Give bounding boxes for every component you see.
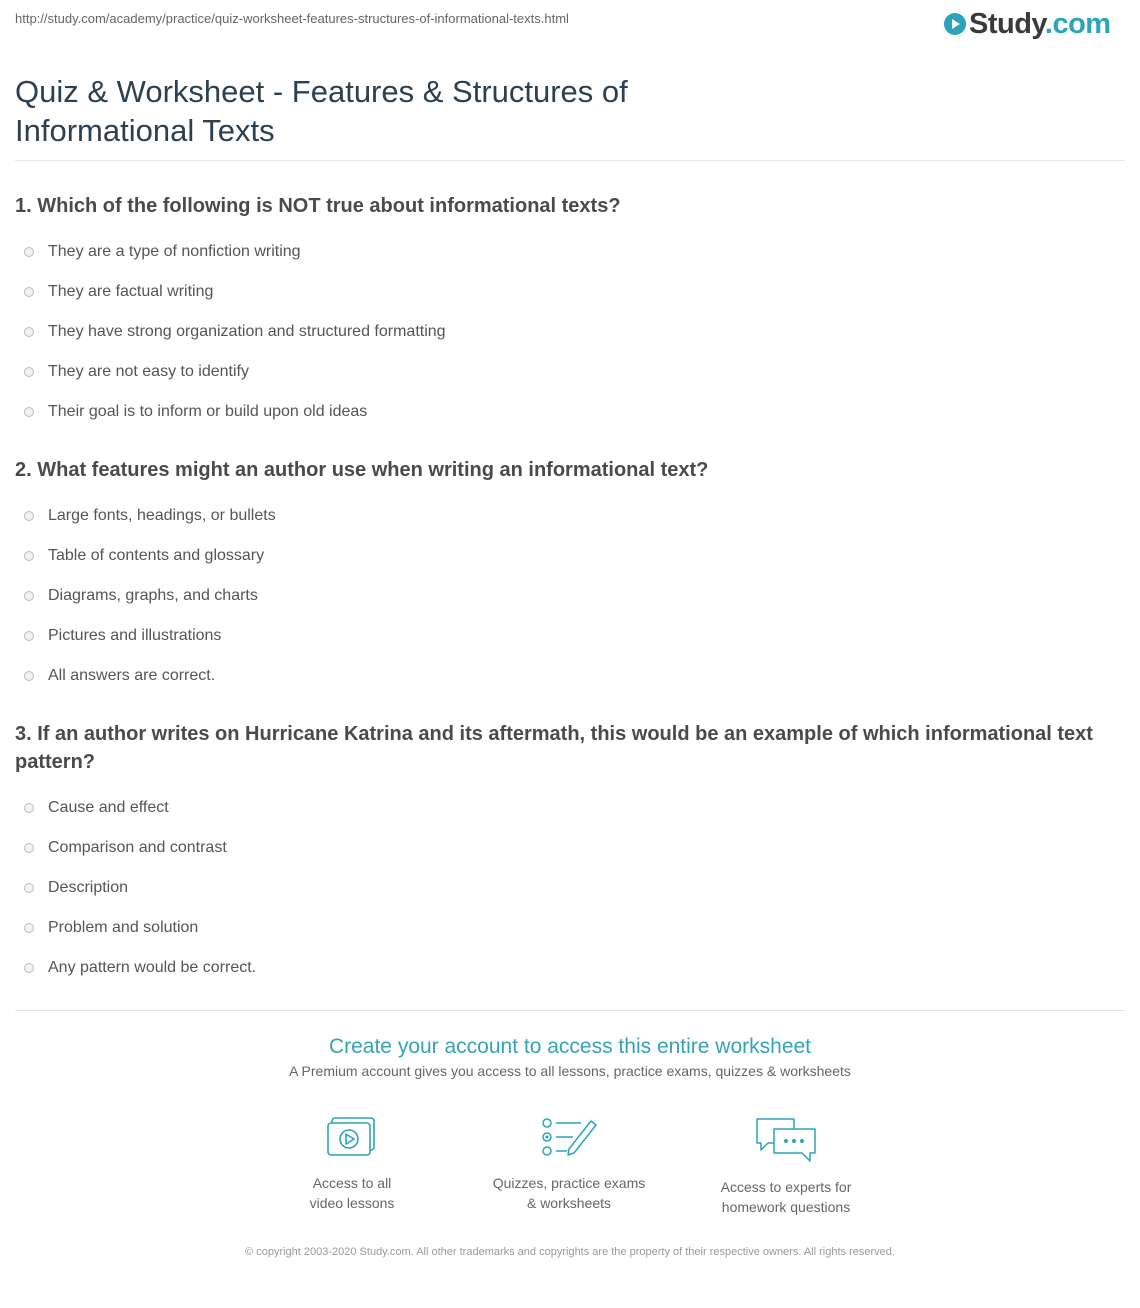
- question-text: 1. Which of the following is NOT true about informational texts?: [15, 195, 621, 217]
- radio-button[interactable]: [24, 287, 34, 297]
- video-lessons-icon: [325, 1115, 379, 1161]
- feature-video-lessons: [252, 1115, 452, 1213]
- feature-experts: [686, 1115, 886, 1217]
- cta-subtitle: A Premium account gives you access to all lessons, practice exams, quizzes & worksheets: [289, 1063, 851, 1079]
- answer-option[interactable]: [15, 868, 1115, 908]
- radio-button[interactable]: [24, 367, 34, 377]
- signup-cta: [0, 1033, 1140, 1079]
- answer-option[interactable]: [15, 232, 1115, 272]
- feature-label: Access to experts for homework questions: [720, 1179, 852, 1215]
- page-title: Quiz & Worksheet - Features & Structures of Informational Texts: [15, 74, 628, 148]
- study-logo[interactable]: [944, 8, 1111, 40]
- radio-button[interactable]: [24, 327, 34, 337]
- quiz-checklist-icon: [539, 1115, 599, 1161]
- feature-label: Quizzes, practice exams & worksheets: [492, 1175, 646, 1211]
- radio-button[interactable]: [24, 671, 34, 681]
- options-list: [15, 788, 1115, 988]
- radio-button[interactable]: [24, 407, 34, 417]
- answer-option[interactable]: [15, 496, 1115, 536]
- answer-option[interactable]: [15, 312, 1115, 352]
- divider: [15, 1010, 1125, 1011]
- question-1: [15, 192, 1115, 432]
- answer-option[interactable]: [15, 392, 1115, 432]
- copyright-footer: © copyright 2003-2020 Study.com. All other trademarks and copyrights are the property of their respective owners. All rights reserved.: [245, 1246, 895, 1258]
- options-list: [15, 496, 1115, 696]
- option-label: Description: [48, 879, 129, 896]
- play-logo-icon: [944, 13, 966, 35]
- radio-button[interactable]: [24, 631, 34, 641]
- logo-text: Study.com: [969, 8, 1111, 40]
- answer-option[interactable]: [15, 656, 1115, 696]
- option-label: They have strong organization and structured formatting: [48, 323, 446, 340]
- question-2: [15, 456, 1115, 696]
- option-label: Their goal is to inform or build upon old ideas: [48, 403, 368, 420]
- feature-quizzes: [469, 1115, 669, 1213]
- radio-button[interactable]: [24, 591, 34, 601]
- option-label: Cause and effect: [48, 799, 169, 816]
- options-list: [15, 232, 1115, 432]
- divider: [15, 160, 1125, 161]
- option-label: They are factual writing: [48, 283, 214, 300]
- answer-option[interactable]: [15, 576, 1115, 616]
- chat-bubbles-icon: [754, 1115, 818, 1165]
- radio-button[interactable]: [24, 551, 34, 561]
- option-label: Pictures and illustrations: [48, 627, 222, 644]
- question-3: [15, 720, 1115, 988]
- radio-button[interactable]: [24, 923, 34, 933]
- radio-button[interactable]: [24, 247, 34, 257]
- option-label: Table of contents and glossary: [48, 547, 265, 564]
- answer-option[interactable]: [15, 948, 1115, 988]
- option-label: Diagrams, graphs, and charts: [48, 587, 258, 604]
- option-label: Any pattern would be correct.: [48, 959, 257, 976]
- page-url: http://study.com/academy/practice/quiz-worksheet-features-structures-of-informational-texts.html: [15, 11, 569, 26]
- question-text: 2. What features might an author use when writing an informational text?: [15, 459, 709, 481]
- feature-label: Access to all video lessons: [309, 1175, 395, 1211]
- answer-option[interactable]: [15, 272, 1115, 312]
- option-label: All answers are correct.: [48, 667, 216, 684]
- radio-button[interactable]: [24, 843, 34, 853]
- radio-button[interactable]: [24, 803, 34, 813]
- answer-option[interactable]: [15, 352, 1115, 392]
- cta-title-link[interactable]: Create your account to access this entire worksheet: [328, 1035, 812, 1058]
- answer-option[interactable]: [15, 616, 1115, 656]
- answer-option[interactable]: [15, 828, 1115, 868]
- option-label: They are not easy to identify: [48, 363, 249, 380]
- option-label: Large fonts, headings, or bullets: [48, 507, 276, 524]
- question-text: 3. If an author writes on Hurricane Katrina and its aftermath, this would be an example of which informational text pattern?: [15, 723, 1093, 773]
- answer-option[interactable]: [15, 788, 1115, 828]
- radio-button[interactable]: [24, 963, 34, 973]
- option-label: They are a type of nonfiction writing: [48, 243, 301, 260]
- radio-button[interactable]: [24, 883, 34, 893]
- answer-option[interactable]: [15, 908, 1115, 948]
- option-label: Comparison and contrast: [48, 839, 227, 856]
- answer-option[interactable]: [15, 536, 1115, 576]
- radio-button[interactable]: [24, 511, 34, 521]
- option-label: Problem and solution: [48, 919, 199, 936]
